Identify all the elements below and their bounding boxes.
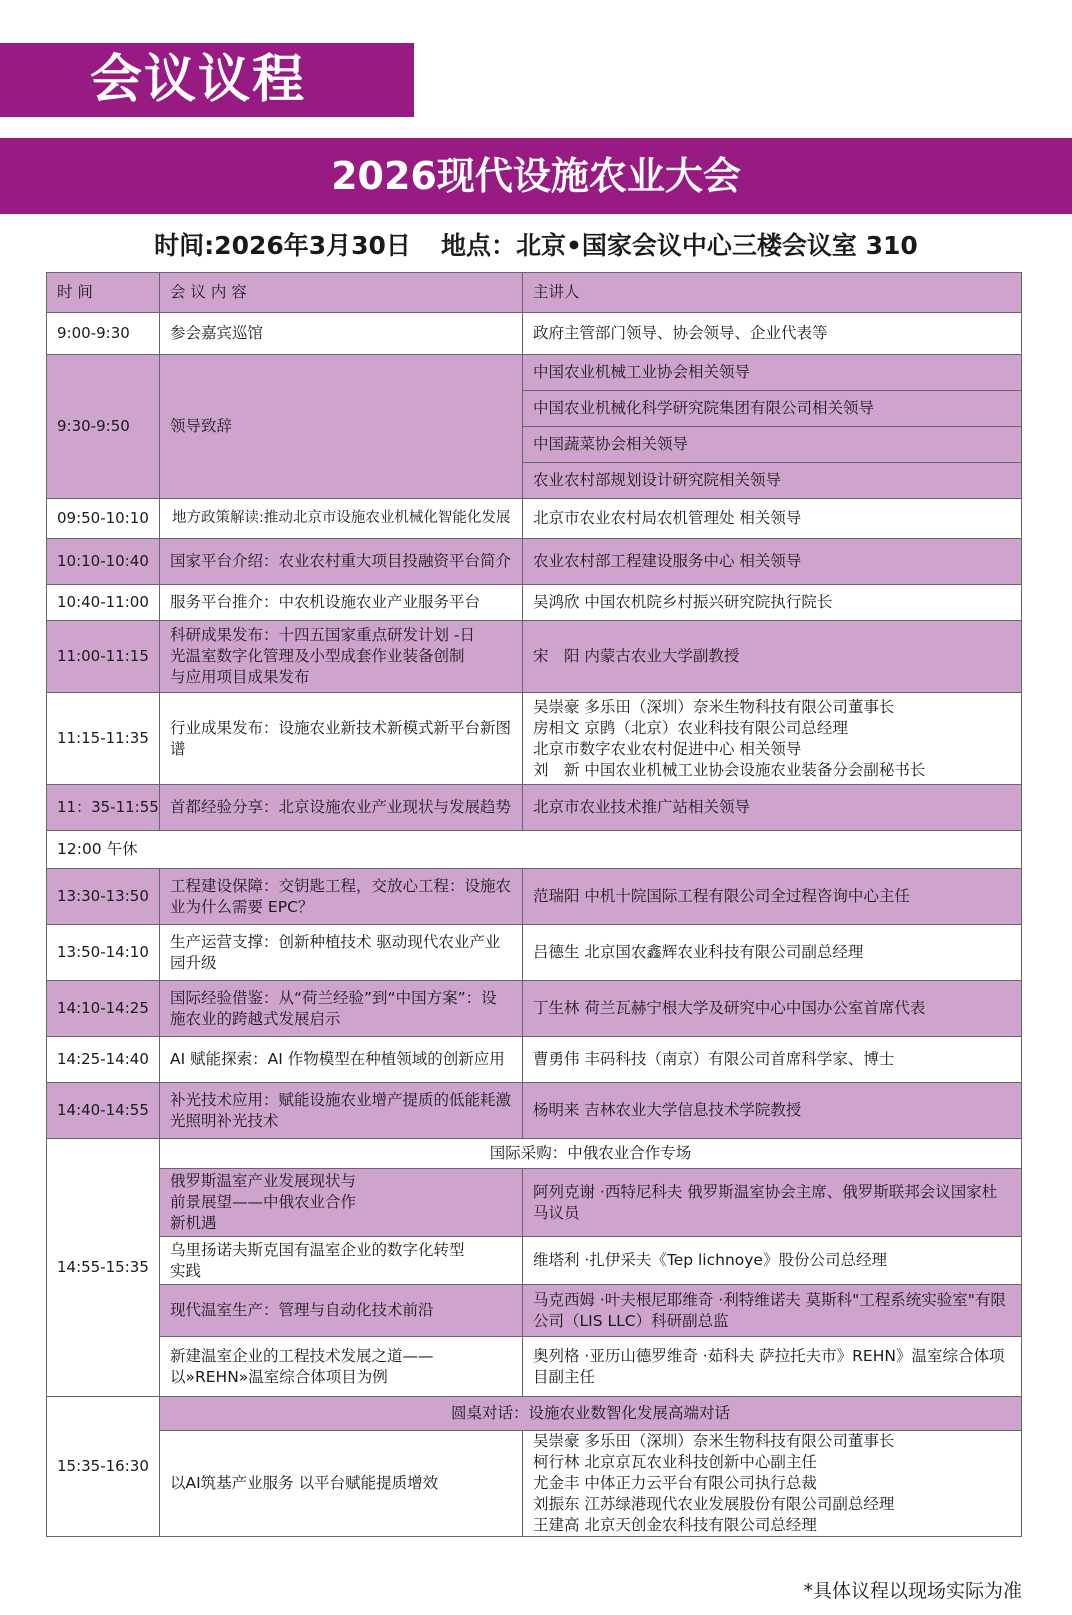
row-speaker bbox=[523, 693, 1022, 785]
table-row bbox=[47, 585, 1022, 621]
row-speaker: 中国蔬菜协会相关领导 bbox=[523, 427, 1022, 463]
table-row bbox=[47, 1169, 1022, 1237]
row-content bbox=[160, 1237, 523, 1285]
content-line: 实践 bbox=[170, 1261, 202, 1280]
table-row bbox=[47, 313, 1022, 355]
content-line: 科研成果发布：十四五国家重点研发计划 -日 bbox=[170, 626, 476, 644]
row-speaker: 北京市农业农村局农机管理处 相关领导 bbox=[523, 499, 1022, 539]
row-content: 补光技术应用：赋能设施农业增产提质的低能耗激光照明补光技术 bbox=[160, 1083, 523, 1139]
row-speaker: 范瑞阳 中机十院国际工程有限公司全过程咨询中心主任 bbox=[523, 869, 1022, 925]
row-content bbox=[160, 1285, 523, 1337]
table-row bbox=[47, 1139, 1022, 1169]
table-row bbox=[47, 1397, 1022, 1431]
content-line: 新建温室企业的工程技术发展之道—— bbox=[170, 1346, 434, 1365]
row-content: 服务平台推介：中农机设施农业产业服务平台 bbox=[160, 585, 523, 621]
row-time: 13:30-13:50 bbox=[47, 869, 160, 925]
row-time: 14:55-15:35 bbox=[47, 1139, 160, 1397]
speaker-line: 房相文 京鹍（北京）农业科技有限公司总经理 bbox=[533, 718, 848, 737]
row-content bbox=[160, 1337, 523, 1397]
speaker-line: 刘振东 江苏绿港现代农业发展股份有限公司副总经理 bbox=[533, 1495, 895, 1513]
row-speaker: 吕德生 北京国农鑫辉农业科技有限公司副总经理 bbox=[523, 925, 1022, 981]
footer-note: *具体议程以现场实际为准 bbox=[803, 1580, 1022, 1602]
header-time: 时 间 bbox=[47, 273, 160, 313]
row-time: 14:10-14:25 bbox=[47, 981, 160, 1037]
table-row bbox=[47, 1337, 1022, 1397]
conference-title: 2026现代设施农业大会 bbox=[0, 138, 1072, 214]
table-row bbox=[47, 981, 1022, 1037]
table-header-row bbox=[47, 273, 1022, 313]
table-row bbox=[47, 925, 1022, 981]
row-time: 11:15-11:35 bbox=[47, 693, 160, 785]
content-line: 现代温室生产：管理与自动化技术前沿 bbox=[170, 1301, 434, 1319]
row-time: 14:40-14:55 bbox=[47, 1083, 160, 1139]
table-row bbox=[47, 1285, 1022, 1337]
row-speaker: 马克西姆 ·叶夫根尼耶维奇 ·利特维诺夫 莫斯科"工程系统实验室"有限公司（LIS LLC）科研副总监 bbox=[523, 1285, 1022, 1337]
content-line: 光温室数字化管理及小型成套作业装备创制 bbox=[170, 647, 465, 665]
meeting-place: 地点：北京•国家会议中心三楼会议室 310 bbox=[440, 231, 918, 260]
row-time: 15:35-16:30 bbox=[47, 1397, 160, 1537]
table-row bbox=[47, 355, 1022, 391]
row-speaker: 维塔利 ·扎伊采夫《Tep lichnoye》股份公司总经理 bbox=[523, 1237, 1022, 1285]
speaker-line: 王建高 北京天创金农科技有限公司总经理 bbox=[533, 1516, 817, 1534]
row-content: 工程建设保障：交钥匙工程，交放心工程：设施农业为什么需要 EPC？ bbox=[160, 869, 523, 925]
table-row bbox=[47, 785, 1022, 831]
agenda-banner: 会议议程 bbox=[0, 43, 414, 117]
row-content: 参会嘉宾巡馆 bbox=[160, 313, 523, 355]
speaker-line: 柯行林 北京京瓦农业科技创新中心副主任 bbox=[533, 1453, 817, 1471]
row-speaker: 奥列格 ·亚历山德罗维奇 ·茹科夫 萨拉托夫市》REHN》温室综合体项目副主任 bbox=[523, 1337, 1022, 1397]
header-speaker: 主讲人 bbox=[523, 273, 1022, 313]
row-content: 首都经验分享：北京设施农业产业现状与发展趋势 bbox=[160, 785, 523, 831]
row-time: 9:30-9:50 bbox=[47, 355, 160, 499]
row-speaker: 宋 阳 内蒙古农业大学副教授 bbox=[523, 621, 1022, 693]
row-speaker: 农业农村部工程建设服务中心 相关领导 bbox=[523, 539, 1022, 585]
content-line: 新机遇 bbox=[170, 1214, 217, 1232]
table-row bbox=[47, 869, 1022, 925]
table-row bbox=[47, 1237, 1022, 1285]
row-time: 11：35-11:55 bbox=[47, 785, 160, 831]
content-line: 与应用项目成果发布 bbox=[170, 668, 310, 686]
table-row bbox=[47, 539, 1022, 585]
row-content: 行业成果发布：设施农业新技术新模式新平台新图谱 bbox=[160, 693, 523, 785]
table-row bbox=[47, 1037, 1022, 1083]
table-row bbox=[47, 1083, 1022, 1139]
table-row bbox=[47, 831, 1022, 869]
speaker-line: 吴崇豪 多乐田（深圳）奈米生物科技有限公司董事长 bbox=[533, 697, 895, 716]
table-row bbox=[47, 693, 1022, 785]
content-line: 前景展望——中俄农业合作 bbox=[170, 1193, 357, 1211]
row-time: 11:00-11:15 bbox=[47, 621, 160, 693]
row-time: 9:00-9:30 bbox=[47, 313, 160, 355]
row-content: 国际经验借鉴：从“荷兰经验”到“中国方案”：设施农业的跨越式发展启示 bbox=[160, 981, 523, 1037]
row-speaker: 吴鸿欣 中国农机院乡村振兴研究院执行院长 bbox=[523, 585, 1022, 621]
row-speaker: 中国农业机械化科学研究院集团有限公司相关领导 bbox=[523, 391, 1022, 427]
row-time: 09:50-10:10 bbox=[47, 499, 160, 539]
row-content: 领导致辞 bbox=[160, 355, 523, 499]
row-content bbox=[160, 1169, 523, 1237]
row-time: 14:25-14:40 bbox=[47, 1037, 160, 1083]
row-time: 13:50-14:10 bbox=[47, 925, 160, 981]
row-speaker: 杨明来 吉林农业大学信息技术学院教授 bbox=[523, 1083, 1022, 1139]
section-title: 圆桌对话：设施农业数智化发展高端对话 bbox=[160, 1397, 1022, 1431]
time-place-line bbox=[0, 226, 1072, 266]
row-speaker bbox=[523, 1431, 1022, 1537]
table-row bbox=[47, 1431, 1022, 1537]
row-speaker: 曹勇伟 丰码科技（南京）有限公司首席科学家、博士 bbox=[523, 1037, 1022, 1083]
speaker-line: 刘 新 中国农业机械工业协会设施农业装备分会副秘书长 bbox=[533, 760, 926, 779]
content-line: 俄罗斯温室产业发展现状与 bbox=[170, 1172, 357, 1190]
row-content bbox=[160, 621, 523, 693]
section-title: 国际采购：中俄农业合作专场 bbox=[160, 1139, 1022, 1169]
row-speaker: 阿列克谢 ·西特尼科夫 俄罗斯温室协会主席、俄罗斯联邦会议国家杜马议员 bbox=[523, 1169, 1022, 1237]
content-line: 以»REHN»温室综合体项目为例 bbox=[170, 1367, 388, 1386]
row-time: 10:40-11:00 bbox=[47, 585, 160, 621]
row-speaker: 农业农村部规划设计研究院相关领导 bbox=[523, 463, 1022, 499]
row-time: 10:10-10:40 bbox=[47, 539, 160, 585]
meeting-time: 时间:2026年3月30日 bbox=[154, 231, 411, 260]
table-row bbox=[47, 499, 1022, 539]
row-speaker: 北京市农业技术推广站相关领导 bbox=[523, 785, 1022, 831]
row-content: 国家平台介绍：农业农村重大项目投融资平台简介 bbox=[160, 539, 523, 585]
speaker-line: 北京市数字农业农村促进中心 相关领导 bbox=[533, 739, 802, 758]
row-speaker: 政府主管部门领导、协会领导、企业代表等 bbox=[523, 313, 1022, 355]
row-speaker: 中国农业机械工业协会相关领导 bbox=[523, 355, 1022, 391]
agenda-table bbox=[46, 272, 1022, 1537]
table-row bbox=[47, 621, 1022, 693]
content-line: 乌里扬诺夫斯克国有温室企业的数字化转型 bbox=[170, 1240, 465, 1259]
row-content: 地方政策解读:推动北京市设施农业机械化智能化发展 bbox=[160, 499, 523, 539]
speaker-line: 吴崇豪 多乐田（深圳）奈米生物科技有限公司董事长 bbox=[533, 1432, 895, 1450]
row-content: 以AI筑基产业服务 以平台赋能提质增效 bbox=[160, 1431, 523, 1537]
header-content: 会 议 内 容 bbox=[160, 273, 523, 313]
row-speaker: 丁生林 荷兰瓦赫宁根大学及研究中心中国办公室首席代表 bbox=[523, 981, 1022, 1037]
row-content: AI 赋能探索：AI 作物模型在种植领域的创新应用 bbox=[160, 1037, 523, 1083]
row-content: 生产运营支撑：创新种植技术 驱动现代农业产业园升级 bbox=[160, 925, 523, 981]
lunch-break: 12:00 午休 bbox=[47, 831, 1022, 869]
speaker-line: 尤金丰 中体正力云平台有限公司执行总裁 bbox=[533, 1474, 817, 1492]
